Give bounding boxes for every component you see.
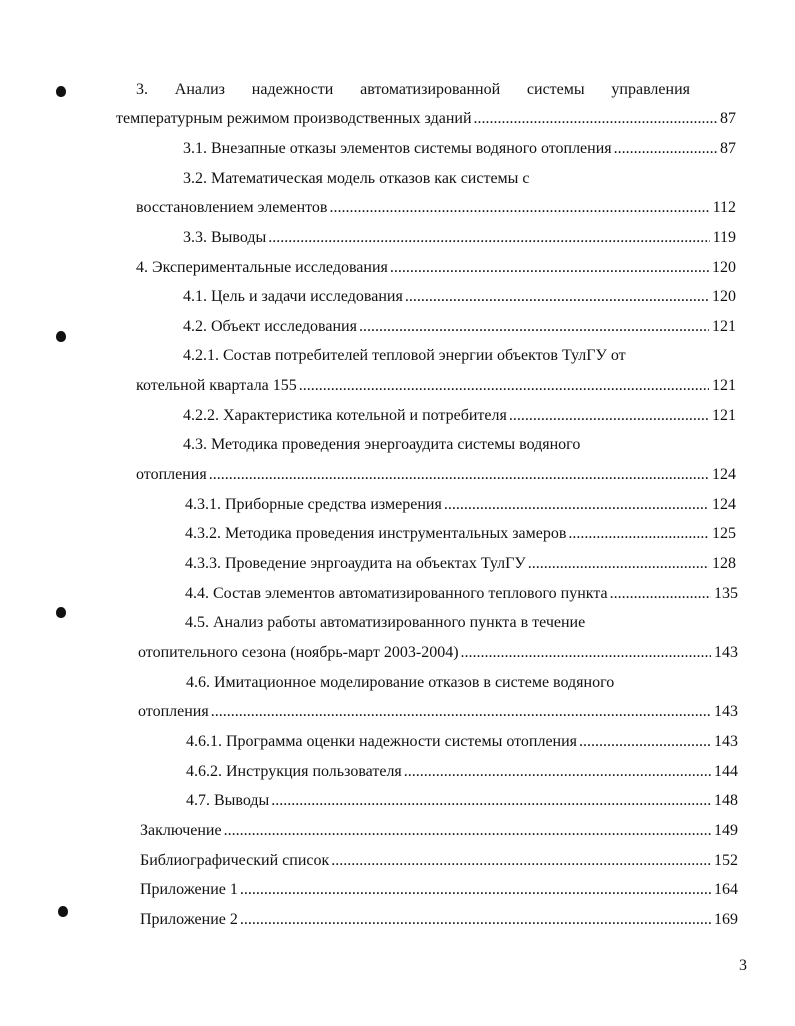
toc-entry-title: 4.3. Методика проведения энергоаудита системы водяного bbox=[183, 436, 581, 453]
toc-entry-page: 143 bbox=[714, 733, 738, 750]
toc-leader-dots bbox=[509, 404, 709, 428]
toc-entry-4 bbox=[136, 256, 736, 280]
toc-entry-title: 4.6.1. Программа оценки надежности системы отопления bbox=[186, 733, 578, 750]
toc-entry-4-5-cont bbox=[138, 641, 738, 665]
toc-entry-4-7 bbox=[186, 789, 738, 813]
toc-entry-4-2-1 bbox=[183, 344, 736, 368]
toc-entry-page: 87 bbox=[720, 140, 736, 157]
toc-entry-4-4 bbox=[185, 582, 738, 606]
toc-leader-dots bbox=[461, 641, 711, 665]
toc-entry-page: 121 bbox=[712, 318, 736, 335]
toc-leader-dots bbox=[299, 374, 709, 398]
toc-entry-title: 4.3.3. Проведение энргоаудита на объектах ТулГУ bbox=[185, 555, 526, 572]
toc-entry-title: отопительного сезона (ноябрь-март 2003-2004) bbox=[138, 644, 459, 661]
toc-entry-3 bbox=[136, 78, 690, 102]
toc-entry-page: 124 bbox=[712, 496, 736, 513]
toc-entry-3-cont bbox=[116, 107, 736, 131]
toc-entry-page: 135 bbox=[714, 585, 738, 602]
toc-entry-page: 125 bbox=[712, 525, 736, 542]
toc-entry-page: 148 bbox=[714, 792, 738, 809]
toc-entry-title: Приложение 2 bbox=[140, 911, 238, 928]
toc-entry-title: отопления bbox=[138, 703, 209, 720]
toc-entry-title: Заключение bbox=[140, 822, 222, 839]
toc-entry-3-2 bbox=[183, 167, 736, 191]
toc-entry-page: 143 bbox=[714, 703, 738, 720]
toc-leader-dots bbox=[404, 760, 711, 784]
toc-entry-page: 87 bbox=[720, 110, 736, 127]
toc-leader-dots bbox=[614, 137, 717, 161]
toc-entry-title: отопления bbox=[136, 466, 207, 483]
toc-entry-4-3-1 bbox=[185, 493, 736, 517]
toc-leader-dots bbox=[579, 730, 711, 754]
toc-entry-page: 119 bbox=[712, 229, 736, 246]
toc-entry-title: 4.4. Состав элементов автоматизированного теплового пункта bbox=[185, 585, 608, 602]
toc-entry-appendix-2 bbox=[140, 908, 738, 932]
toc-entry-4-6-1 bbox=[186, 730, 738, 754]
toc-leader-dots bbox=[474, 107, 717, 131]
toc-entry-title: 4.3.2. Методика проведения инструментальных замеров bbox=[185, 525, 567, 542]
toc-entry-title: температурным режимом производственных зданий bbox=[116, 110, 472, 127]
toc-entry-3-3 bbox=[183, 226, 736, 250]
toc-entry-page: 152 bbox=[714, 852, 738, 869]
toc-entry-4-2-2 bbox=[183, 404, 736, 428]
toc-entry-title: 4.2. Объект исследования bbox=[183, 318, 357, 335]
toc-leader-dots bbox=[271, 789, 711, 813]
toc-leader-dots bbox=[329, 196, 709, 220]
toc-entry-page: 120 bbox=[712, 259, 736, 276]
toc-entry-title: 4.2.2. Характеристика котельной и потребителя bbox=[183, 407, 507, 424]
toc-entry-page: 120 bbox=[712, 288, 736, 305]
toc-leader-dots bbox=[240, 908, 711, 932]
toc-entry-4-1 bbox=[183, 285, 736, 309]
toc-entry-title: 3.3. Выводы bbox=[183, 229, 267, 246]
toc-entry-4-3-2 bbox=[185, 522, 736, 546]
toc-entry-title: 3.1. Внезапные отказы элементов системы водяного отопления bbox=[183, 140, 612, 157]
toc-entry-title: 3.2. Математическая модель отказов как системы с bbox=[183, 170, 530, 187]
toc-entry-title: 4.1. Цель и задачи исследования bbox=[183, 288, 403, 305]
toc-entry-title: котельной квартала 155 bbox=[136, 377, 297, 394]
toc-leader-dots bbox=[405, 285, 709, 309]
toc-entry-3-1 bbox=[183, 137, 736, 161]
toc-entry-4-3-3 bbox=[185, 552, 736, 576]
toc-entry-page: 128 bbox=[712, 555, 736, 572]
toc-entry-bibliography bbox=[140, 849, 738, 873]
toc-entry-3-2-cont bbox=[136, 196, 736, 220]
toc-leader-dots bbox=[359, 315, 709, 339]
toc-entry-4-3-cont bbox=[136, 463, 736, 487]
toc-entry-title: 4.6.2. Инструкция пользователя bbox=[186, 763, 402, 780]
toc-entry-title: 4.3.1. Приборные средства измерения bbox=[185, 496, 442, 513]
toc-entry-title: 4.6. Имитационное моделирование отказов в системе водяного bbox=[186, 674, 615, 691]
toc-entry-title: восстановлением элементов bbox=[136, 199, 328, 216]
toc-entry-page: 112 bbox=[712, 199, 736, 216]
toc-entry-4-3 bbox=[183, 433, 736, 457]
toc-leader-dots bbox=[268, 226, 709, 250]
toc-entry-page: 143 bbox=[714, 644, 738, 661]
page-number: 3 bbox=[739, 957, 747, 974]
toc-entry-appendix-1 bbox=[140, 878, 738, 902]
toc-entry-4-2 bbox=[183, 315, 736, 339]
toc-leader-dots bbox=[610, 582, 711, 606]
toc-entry-4-6-cont bbox=[138, 700, 738, 724]
toc-entry-4-2-1-cont bbox=[136, 374, 736, 398]
toc-entry-page: 144 bbox=[714, 763, 738, 780]
toc-entry-title: 4. Экспериментальные исследования bbox=[136, 259, 388, 276]
toc-entry-page: 124 bbox=[712, 466, 736, 483]
toc-leader-dots bbox=[211, 700, 711, 724]
toc-leader-dots bbox=[568, 522, 709, 546]
toc-entry-page: 169 bbox=[714, 911, 738, 928]
toc-leader-dots bbox=[209, 463, 709, 487]
toc-entry-title: 4.2.1. Состав потребителей тепловой энергии объектов ТулГУ от bbox=[183, 347, 626, 364]
toc-entry-4-6 bbox=[186, 671, 738, 695]
toc-leader-dots bbox=[390, 256, 709, 280]
toc-entry-page: 121 bbox=[712, 407, 736, 424]
toc-entry-4-6-2 bbox=[186, 760, 738, 784]
toc-entry-title: 4.5. Анализ работы автоматизированного пункта в течение bbox=[185, 614, 586, 631]
toc-leader-dots bbox=[331, 849, 711, 873]
toc-entry-title: Библиографический список bbox=[140, 852, 330, 869]
toc-entry-page: 149 bbox=[714, 822, 738, 839]
toc-entry-page: 121 bbox=[712, 377, 736, 394]
toc-entry-title: 3. Анализ надежности автоматизированной системы управления bbox=[136, 81, 690, 98]
toc-entry-title: 4.7. Выводы bbox=[186, 792, 270, 809]
toc-leader-dots bbox=[240, 878, 711, 902]
toc-leader-dots bbox=[224, 819, 711, 843]
toc-leader-dots bbox=[528, 552, 709, 576]
toc-entry-page: 164 bbox=[714, 881, 738, 898]
toc-entry-title: Приложение 1 bbox=[140, 881, 238, 898]
toc-leader-dots bbox=[444, 493, 709, 517]
toc-entry-conclusion bbox=[140, 819, 738, 843]
toc-entry-4-5 bbox=[185, 611, 738, 635]
